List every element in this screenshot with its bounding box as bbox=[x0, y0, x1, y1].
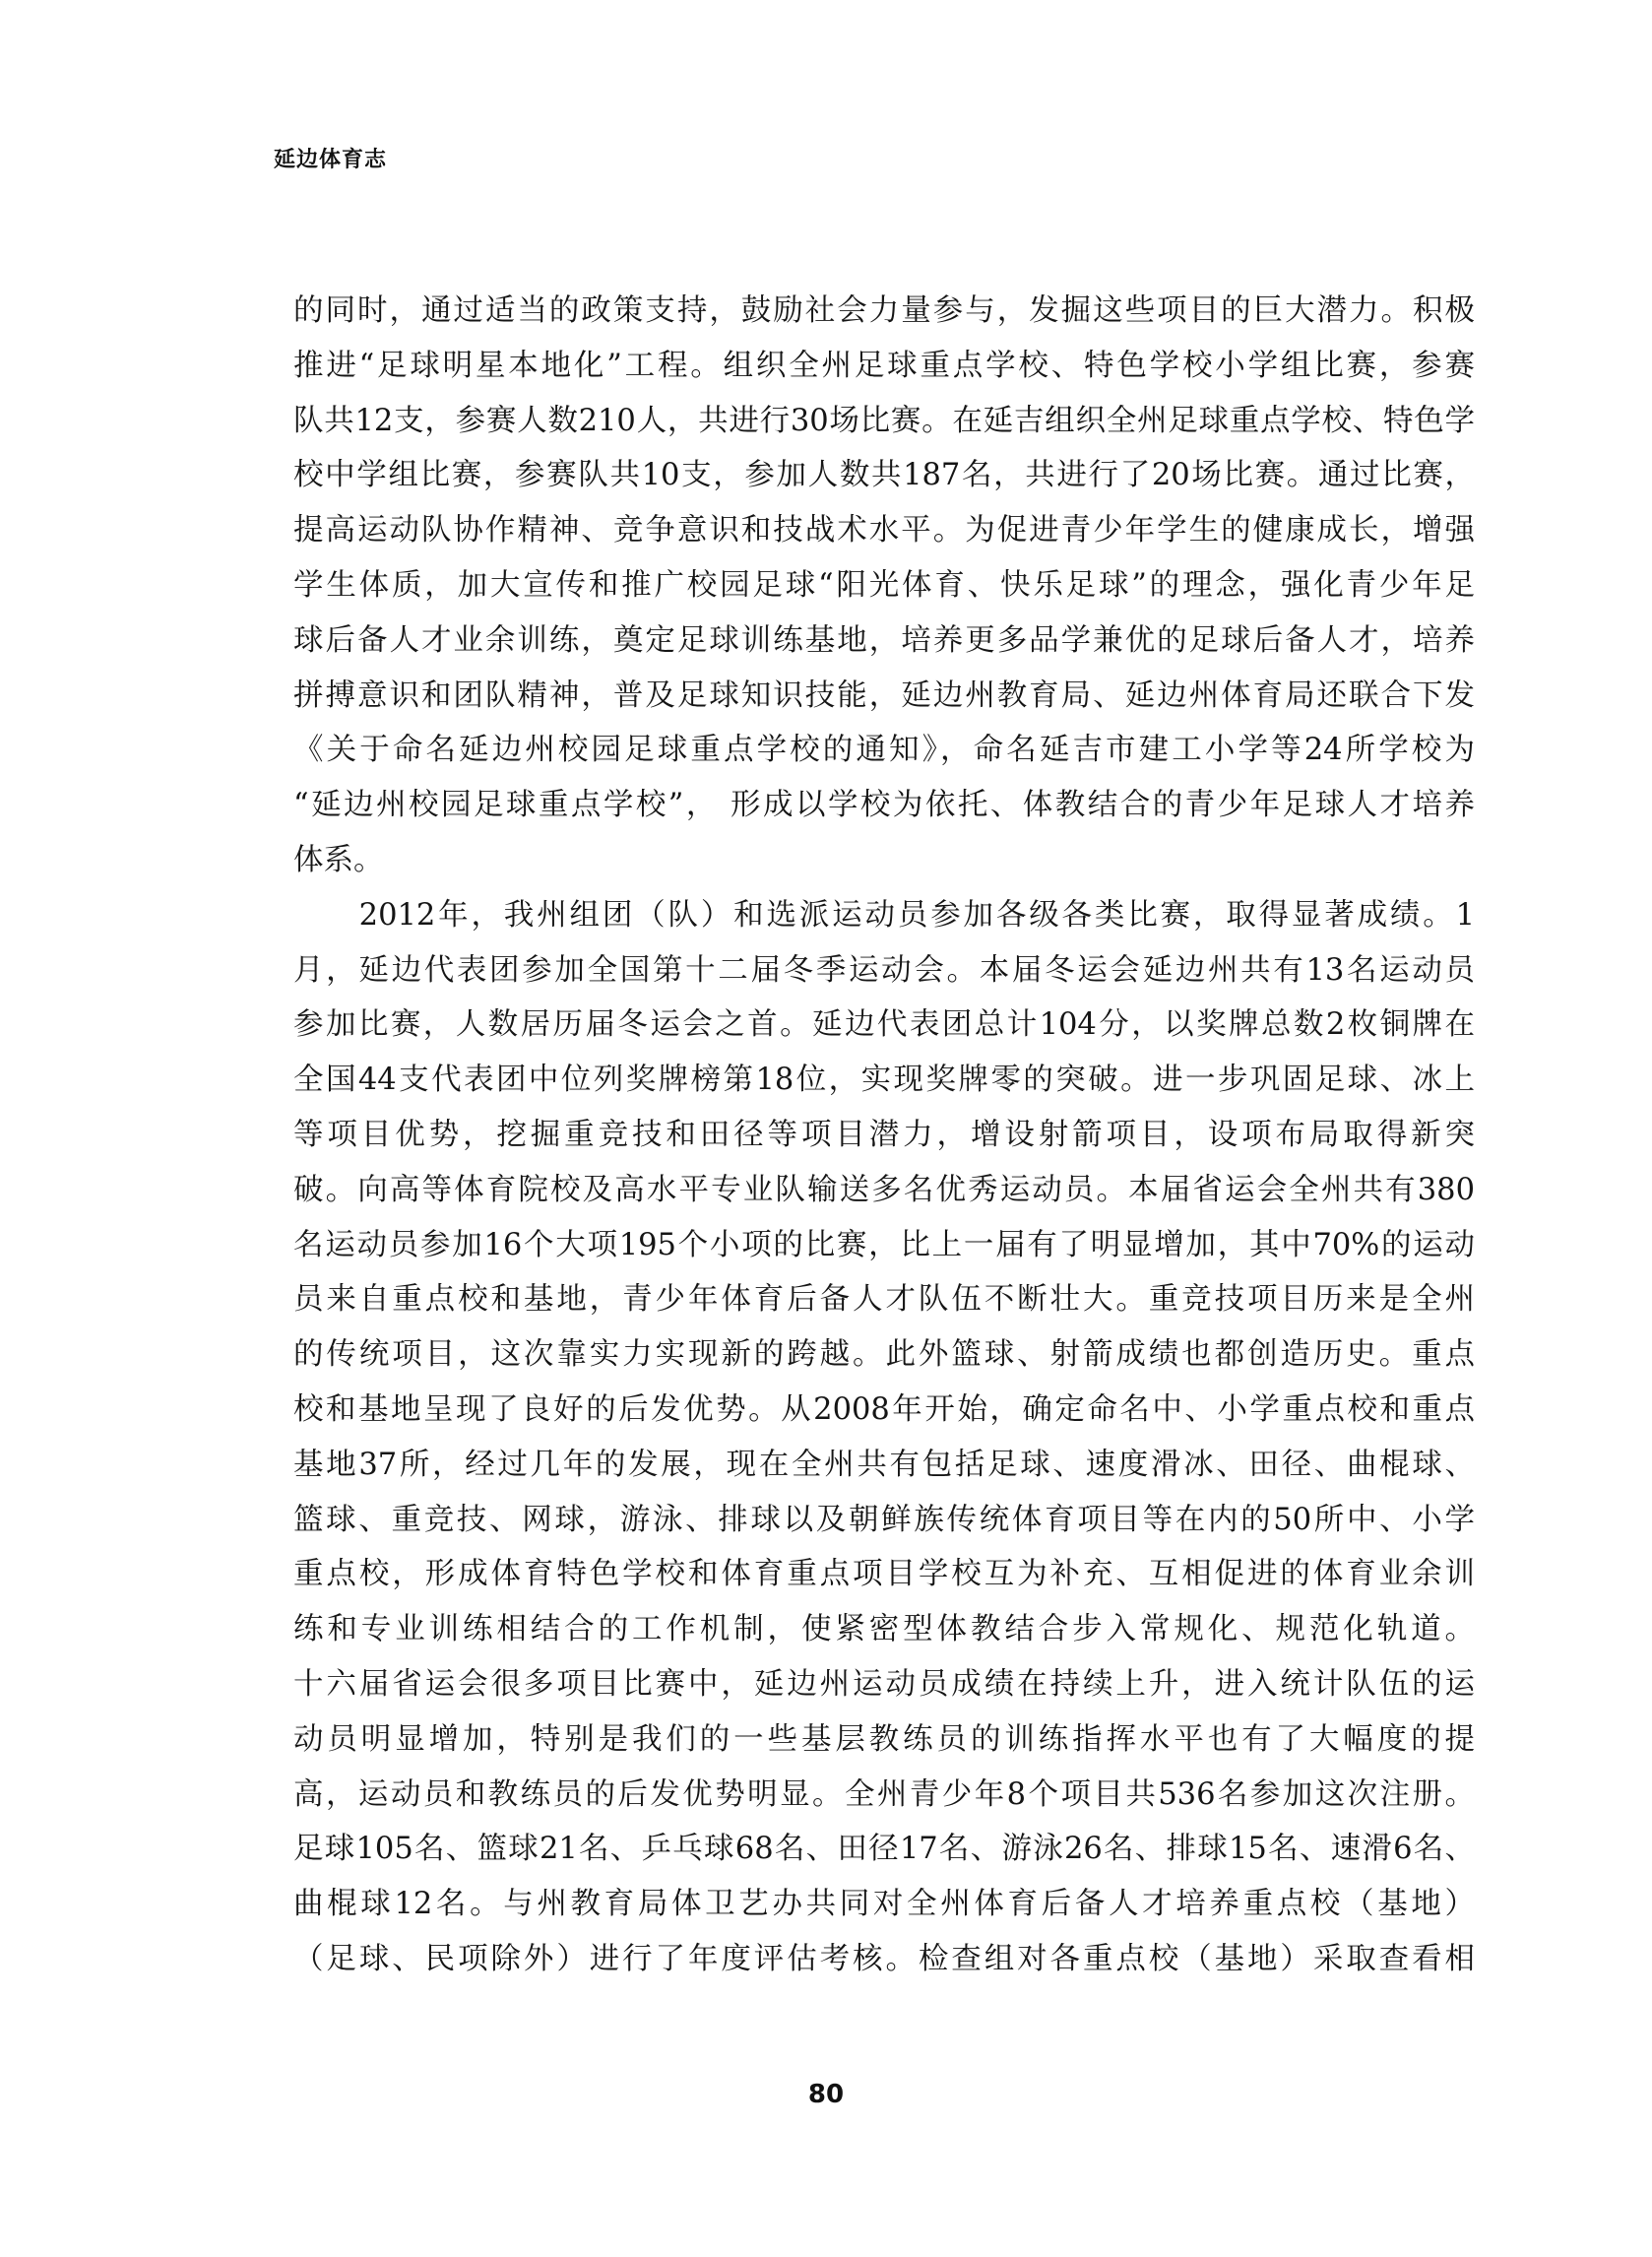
text-line: 月，延边代表团参加全国第十二届冬季运动会。本届冬运会延边州共有13名运动员 bbox=[293, 952, 1475, 988]
text-line: 《关于命名延边州校园足球重点学校的通知》，命名延吉市建工小学等24所学校为 bbox=[293, 733, 1475, 768]
body-text bbox=[293, 284, 1475, 1987]
text-line: 高，运动员和教练员的后发优势明显。全州青少年8个项目共536名参加这次注册。 bbox=[293, 1776, 1475, 1812]
text-line: 2012年，我州组团（队）和选派运动员参加各级各类比赛，取得显著成绩。1 bbox=[293, 897, 1475, 933]
text-line: 体系。 bbox=[293, 842, 384, 877]
text-line: 曲棍球12名。与州教育局体卫艺办共同对全州体育后备人才培养重点校（基地） bbox=[293, 1887, 1475, 1922]
text-line: 全国44支代表团中位列奖牌榜第18位，实现奖牌零的突破。进一步巩固足球、冰上 bbox=[293, 1063, 1475, 1098]
text-line: 球后备人才业余训练，奠定足球训练基地，培养更多品学兼优的足球后备人才，培养 bbox=[293, 622, 1475, 658]
text-line: 学生体质，加大宣传和推广校园足球“阳光体育、快乐足球”的理念，强化青少年足 bbox=[293, 567, 1475, 603]
text-line: 校中学组比赛，参赛队共10支，参加人数共187名，共进行了20场比赛。通过比赛， bbox=[293, 458, 1475, 493]
page-number: 80 bbox=[807, 2080, 845, 2109]
text-line: 队共12支，参赛人数210人，共进行30场比赛。在延吉组织全州足球重点学校、特色学 bbox=[293, 403, 1475, 438]
text-line: 足球105名、篮球21名、乒乓球68名、田径17名、游泳26名、排球15名、速滑6名、 bbox=[293, 1832, 1475, 1867]
text-line: 名运动员参加16个大项195个小项的比赛，比上一届有了明显增加，其中70%的运动 bbox=[293, 1227, 1475, 1262]
text-line: 参加比赛，人数居历届冬运会之首。延边代表团总计104分，以奖牌总数2枚铜牌在 bbox=[293, 1007, 1475, 1043]
text-line: 基地37所，经过几年的发展，现在全州共有包括足球、速度滑冰、田径、曲棍球、 bbox=[293, 1447, 1475, 1482]
text-line: 推进“足球明星本地化”工程。组织全州足球重点学校、特色学校小学组比赛，参赛 bbox=[293, 348, 1475, 383]
text-line: 重点校，形成体育特色学校和体育重点项目学校互为补充、互相促进的体育业余训 bbox=[293, 1557, 1475, 1592]
text-line: 等项目优势，挖掘重竞技和田径等项目潜力，增设射箭项目，设项布局取得新突 bbox=[293, 1117, 1475, 1152]
running-header: 延边体育志 bbox=[274, 148, 388, 172]
text-line: 练和专业训练相结合的工作机制，使紧密型体教结合步入常规化、规范化轨道。 bbox=[293, 1612, 1475, 1647]
text-line: 拼搏意识和团队精神，普及足球知识技能，延边州教育局、延边州体育局还联合下发 bbox=[293, 677, 1475, 713]
text-line: （足球、民项除外）进行了年度评估考核。检查组对各重点校（基地）采取查看相 bbox=[293, 1941, 1475, 1976]
text-line: 校和基地呈现了良好的后发优势。从2008年开始，确定命名中、小学重点校和重点 bbox=[293, 1391, 1475, 1427]
text-line: 篮球、重竞技、网球，游泳、排球以及朝鲜族传统体育项目等在内的50所中、小学 bbox=[293, 1502, 1475, 1537]
text-line: “延边州校园足球重点学校”， 形成以学校为依托、体教结合的青少年足球人才培养 bbox=[293, 788, 1475, 823]
text-line: 的同时，通过适当的政策支持，鼓励社会力量参与，发掘这些项目的巨大潜力。积极 bbox=[293, 293, 1475, 328]
text-line: 提高运动队协作精神、竞争意识和技战术水平。为促进青少年学生的健康成长，增强 bbox=[293, 513, 1475, 548]
text-line: 破。向高等体育院校及高水平专业队输送多名优秀运动员。本届省运会全州共有380 bbox=[293, 1172, 1475, 1207]
text-line: 的传统项目，这次靠实力实现新的跨越。此外篮球、射箭成绩也都创造历史。重点 bbox=[293, 1337, 1475, 1373]
text-line: 员来自重点校和基地，青少年体育后备人才队伍不断壮大。重竞技项目历来是全州 bbox=[293, 1282, 1475, 1318]
text-line: 动员明显增加，特别是我们的一些基层教练员的训练指挥水平也有了大幅度的提 bbox=[293, 1721, 1475, 1757]
text-line: 十六届省运会很多项目比赛中，延边州运动员成绩在持续上升，进入统计队伍的运 bbox=[293, 1666, 1475, 1702]
